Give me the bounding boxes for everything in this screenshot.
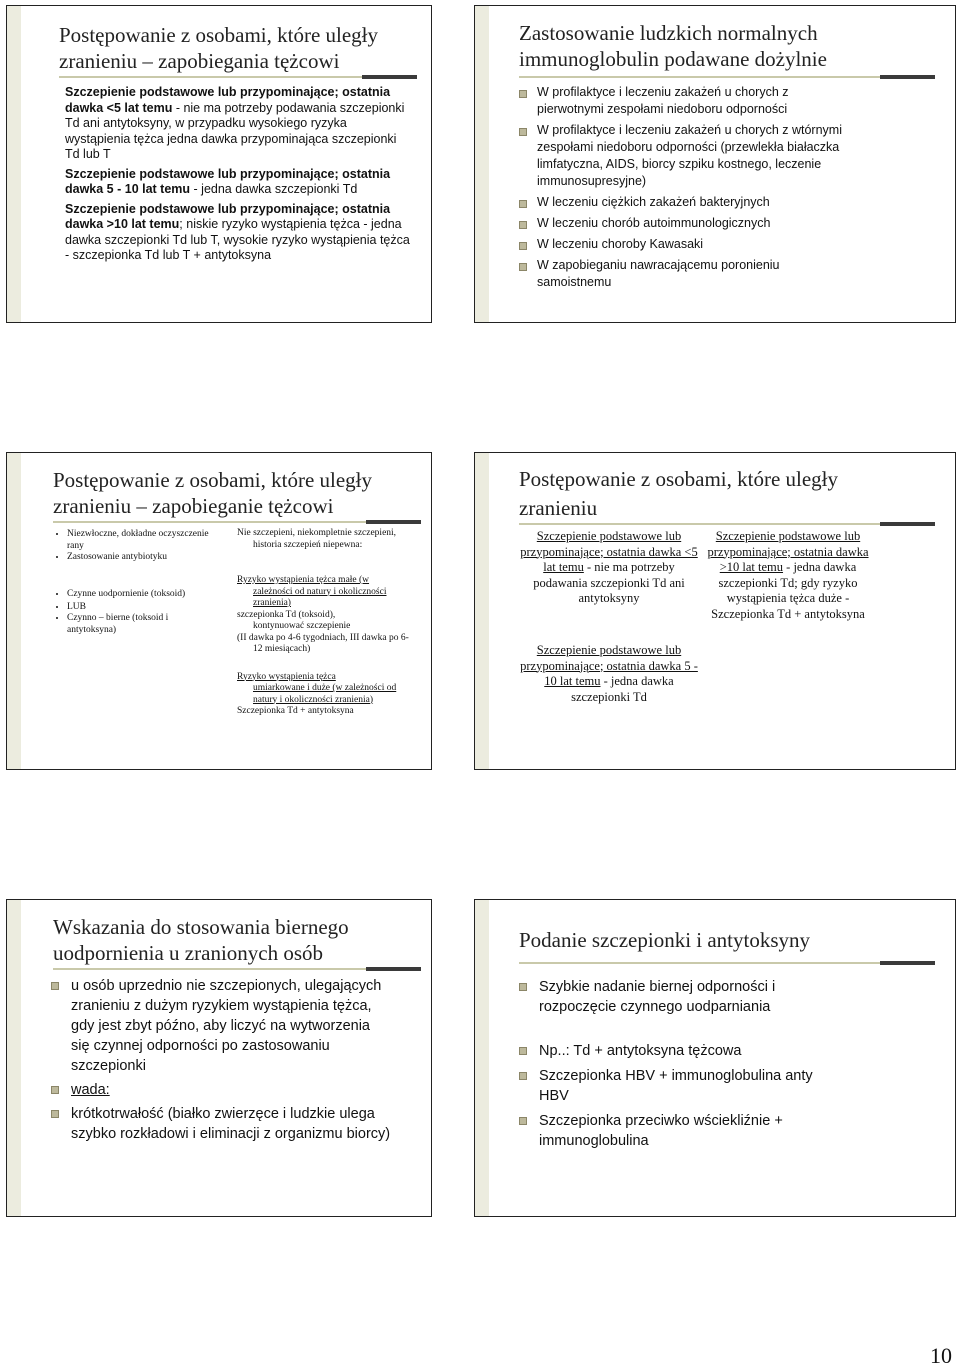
- list-item: W leczeniu chorób autoimmunologicznych: [519, 215, 849, 232]
- list-item: Szczepionka przeciwko wściekliźnie + immunoglobulina: [519, 1111, 839, 1151]
- slide-accent-bar: [475, 6, 489, 322]
- slide-body: [65, 85, 410, 264]
- list-item: W zapobieganiu nawracającemu poronieniu samoistnemu: [519, 257, 849, 291]
- list-item: krótkotrwałość (białko zwierzęce i ludzkie ulega szybko rozkładowi i eliminacji z organizmu biorcy): [51, 1104, 391, 1144]
- vaccine-antitoxin-list: [519, 977, 839, 1151]
- slide-title: Postępowanie z osobami, które uległy zranieniu – zapobieganie tężcowi: [53, 468, 373, 518]
- slide-vaccine-and-antitoxin: [474, 899, 956, 1217]
- title-underline: [53, 968, 421, 970]
- paragraph-lt5: Szczepienie podstawowe lub przypominające; ostatnia dawka <5 lat temu - nie ma potrzeby podawania szczepionki Td ani antytoksyny, w przypadku wysokiego ryzyka wystąpienia tężca jedna dawka przypominająca szczepionki Td lub T: [65, 85, 405, 161]
- unvaccinated-heading: Nie szczepieni, niekompletnie szczepieni, historia szczepień niepewna:: [237, 528, 397, 550]
- slide-accent-bar: [7, 6, 21, 322]
- title-underline: [519, 962, 935, 964]
- list-item: Szybkie nadanie biernej odporności i rozpoczęcie czynnego uodparniania: [519, 977, 839, 1017]
- paragraph-5-10: Szczepienie podstawowe lub przypominające; ostatnia dawka 5 - 10 lat temu - jedna dawka szczepionki Td: [65, 166, 391, 196]
- paragraph-gt10: Szczepienie podstawowe lub przypominające; ostatnia dawka >10 lat temu; niskie ryzyko wystąpienia tężca - jedna dawka szczepionki Td lub T, wysokie ryzyko wystąpienia tężca - szczepionka Td lub T + antytoksyna: [65, 201, 410, 262]
- list-item: • Niezwłoczne, dokładne oczyszczenie rany: [67, 529, 217, 552]
- column-5-10: Szczepienie podstawowe lub przypominające; ostatnia dawka 5 - 10 lat temu - jedna dawka szczepionki Td: [520, 643, 698, 704]
- slide-accent-bar: [7, 900, 21, 1216]
- high-risk-line1: Ryzyko wystąpienia tężca: [237, 671, 336, 682]
- slide-accent-bar: [7, 453, 21, 769]
- slide-title: Wskazania do stosowania biernego uodpornienia u zranionych osób: [53, 915, 349, 965]
- slide-title: Podanie szczepionki i antytoksyny: [519, 928, 811, 952]
- wound-care-list: [53, 529, 217, 564]
- slide-title: Postępowanie z osobami, które uległy zranieniu: [519, 467, 839, 520]
- list-item: W profilaktyce i leczeniu zakażeń u chorych z wtórnymi zespołami niedoboru odporności (przewlekła białaczka limfatyczna, AIDS, biorcy szpiku kostnego, leczenie immunosupresyjne): [519, 122, 849, 190]
- indication-list: [519, 84, 849, 291]
- title-underline: [59, 76, 417, 78]
- list-item: • Zastosowanie antybiotyku: [67, 552, 217, 564]
- slide-title: Postępowanie z osobami, które uległy zranieniu – zapobiegania tężcowi: [59, 23, 379, 73]
- title-underline: [519, 523, 935, 525]
- title-underline: [519, 76, 935, 78]
- low-risk-rec3: (II dawka po 4-6 tygodniach, III dawka po 6-12 miesiącach): [237, 632, 409, 654]
- list-item: wada:: [51, 1080, 391, 1100]
- low-risk-rec1: szczepionka Td (toksoid),: [237, 609, 336, 620]
- list-item: • Czynno – bierne (toksoid i antytoksyna): [67, 613, 217, 636]
- title-underline: [53, 521, 421, 523]
- list-item: • Czynne uodpornienie (toksoid): [67, 588, 217, 601]
- list-item: W leczeniu choroby Kawasaki: [519, 236, 849, 253]
- list-item: • LUB: [67, 601, 217, 614]
- immunization-list: [53, 588, 217, 636]
- low-risk-rec2: kontynuować szczepienie: [253, 621, 351, 631]
- column-lt5: Szczepienie podstawowe lub przypominające; ostatnia dawka <5 lat temu - nie ma potrzeby podawania szczepionki Td ani antytoksyny: [520, 529, 698, 605]
- column-gt10: Szczepienie podstawowe lub przypominające; ostatnia dawka >10 lat temu - jedna dawka szczepionki Td; gdy ryzyko wystąpienia tężca duże - Szczepionka Td + antytoksyna: [707, 529, 869, 621]
- passive-immunization-list: [51, 976, 391, 1144]
- low-risk-line1: Ryzyko wystąpienia tężca małe (w: [237, 575, 370, 585]
- slide-wound-management-columns: [474, 452, 956, 770]
- low-risk-line2: zależności od natury i okoliczności zranienia): [253, 586, 387, 608]
- slide-title: Zastosowanie ludzkich normalnych immunoglobulin podawane dożylnie: [519, 21, 827, 71]
- list-item: W leczeniu ciężkich zakażeń bakteryjnych: [519, 194, 849, 211]
- high-risk-line2: umiarkowane i duże (w zależności od natury i okoliczności zranienia): [253, 683, 397, 705]
- slide-accent-bar: [475, 900, 489, 1216]
- list-item: Np..: Td + antytoksyna tężcowa: [519, 1041, 839, 1061]
- list-item: Szczepionka HBV + immunoglobulina anty HBV: [519, 1066, 839, 1106]
- slide-ivig-indications: [474, 5, 956, 323]
- slide-passive-immunization: [6, 899, 432, 1217]
- list-item: W profilaktyce i leczeniu zakażeń u chorych z pierwotnymi zespołami niedoboru odporności: [519, 84, 849, 118]
- slide-tetanus-prevention-text: [6, 5, 432, 323]
- list-item: u osób uprzednio nie szczepionych, ulegających zranieniu z dużym ryzykiem wystąpienia tężca, gdy jest zbyt późno, aby liczyć na wytworzenia się czynnej odporności po zastosowaniu szczepionki: [51, 976, 391, 1076]
- unvaccinated-column: [237, 528, 417, 718]
- high-risk-rec: Szczepionka Td + antytoksyna: [237, 706, 354, 716]
- slide-accent-bar: [475, 453, 489, 769]
- slide-tetanus-prevention-scheme: [6, 452, 432, 770]
- page-number: 10: [930, 1343, 952, 1368]
